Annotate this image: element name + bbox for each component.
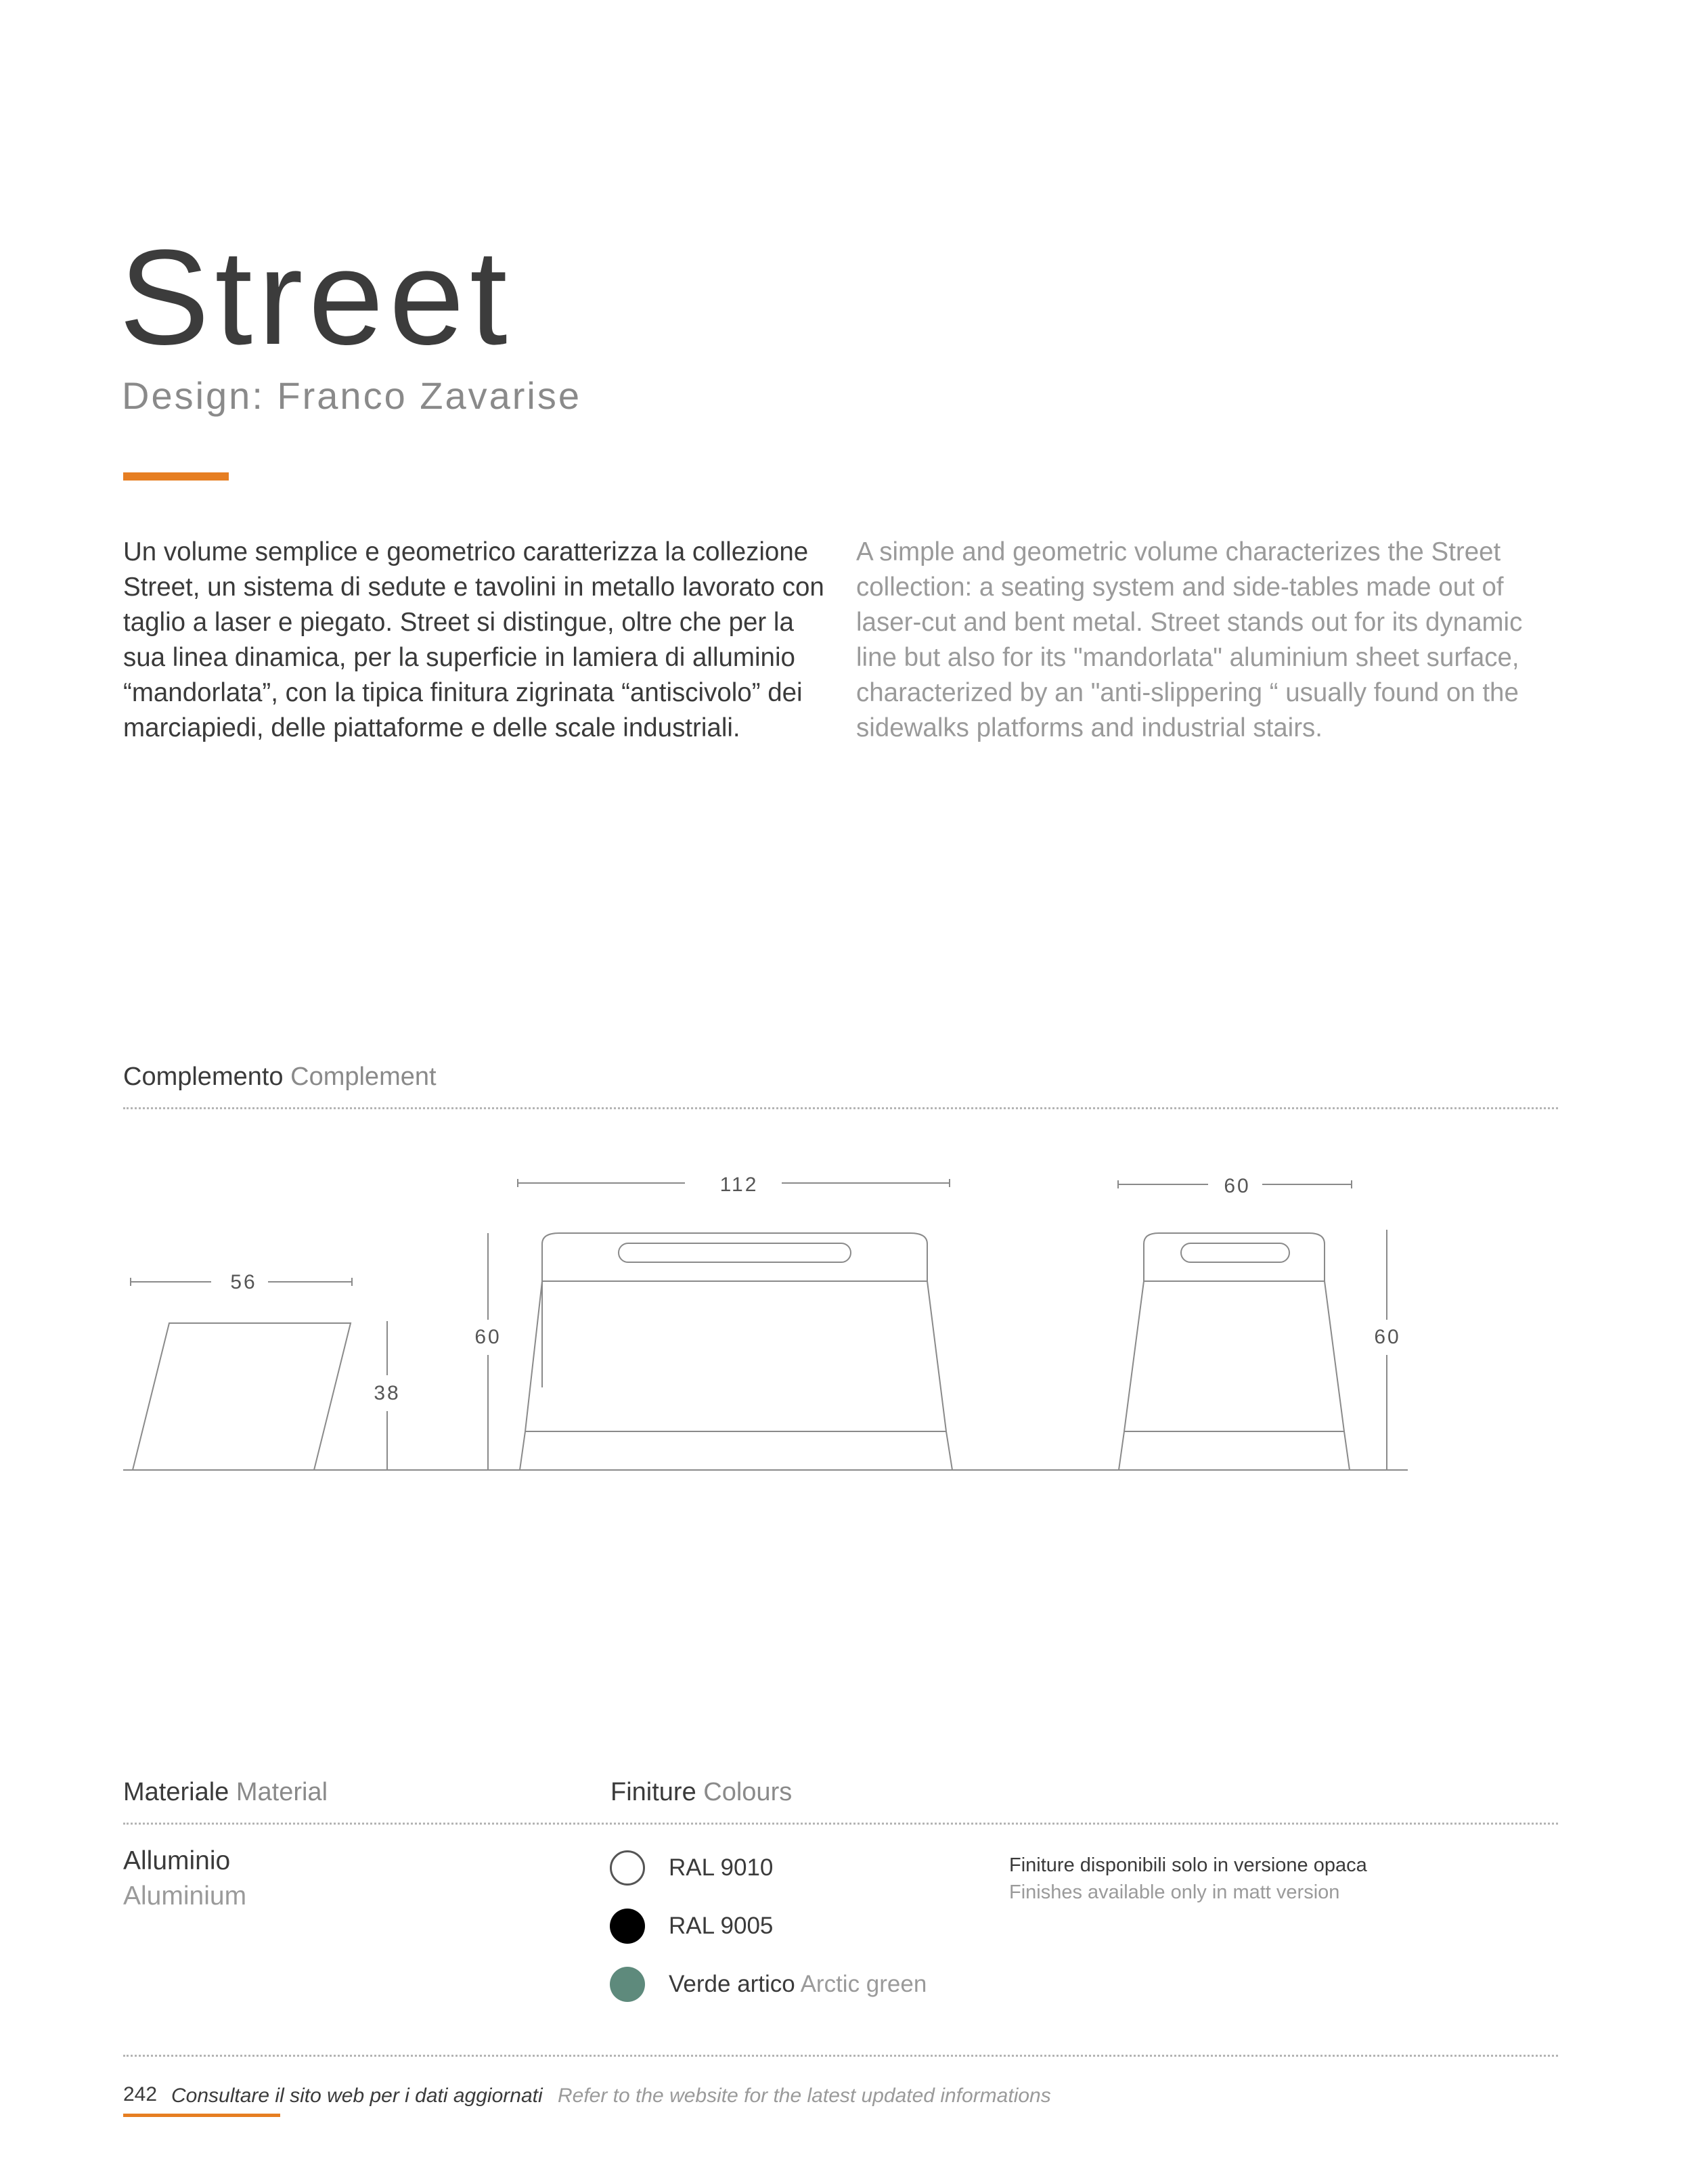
complement-heading-en: Complement xyxy=(290,1063,437,1091)
finishes-heading-it: Finiture xyxy=(610,1778,696,1806)
finishes-heading xyxy=(610,1778,792,1807)
complement-heading-it: Complemento xyxy=(123,1063,284,1091)
finish-label-ral-9005: RAL 9005 xyxy=(669,1913,774,1939)
stool-drawing xyxy=(1119,1233,1350,1470)
stool-height-label: 60 xyxy=(1374,1326,1401,1348)
description-english: A simple and geometric volume characterizes the Street collection: a seating system and side-tables made out of laser-cut and bent metal. Street stands out for its dynamic line but also for its "mandorlata" aluminium sheet surface, characterized by an "anti-slippering “ usually found on the sidewalks platforms and industrial stairs. xyxy=(856,537,1523,742)
description-italian: Un volume semplice e geometrico caratterizza la collezione Street, un sistema di sedute e tavolini in metallo lavorato con taglio a laser e piegato. Street si distingue, oltre che per la sua linea dinamica, per la superficie in lamiera di alluminio “mandorlata”, con la tipica finitura zigrinata “antiscivolo” dei marciapiedi, delle piattaforme e delle scale industriali. xyxy=(123,537,824,742)
material-value-it: Alluminio xyxy=(123,1846,231,1875)
bench-drawing xyxy=(520,1233,952,1470)
side-width-label: 56 xyxy=(230,1271,257,1293)
material-heading-it: Materiale xyxy=(123,1778,229,1806)
complement-divider xyxy=(123,1107,1558,1109)
page-title: Street xyxy=(119,222,513,373)
side-height-label: 38 xyxy=(374,1382,401,1404)
material-heading xyxy=(123,1778,328,1807)
title-accent-bar xyxy=(123,472,229,481)
side-table-drawing xyxy=(133,1323,351,1470)
material-divider xyxy=(123,1823,1558,1825)
footer-note-en: Refer to the website for the latest updated informations xyxy=(557,2085,1051,2107)
material-value-en: Aluminium xyxy=(123,1881,247,1911)
footer-note xyxy=(171,2085,1051,2108)
footer-accent-bar xyxy=(123,2114,280,2117)
bench-width-label: 112 xyxy=(719,1174,759,1196)
finish-note-it: Finiture disponibili solo in versione opaca xyxy=(1009,1854,1367,1876)
stool-width-label: 60 xyxy=(1224,1175,1251,1197)
swatch-ral-9010 xyxy=(610,1850,645,1886)
material-heading-en: Material xyxy=(236,1778,328,1806)
technical-drawings xyxy=(0,1137,1690,1502)
bench-height-label: 60 xyxy=(474,1326,502,1348)
complement-heading xyxy=(123,1063,437,1092)
page-number: 242 xyxy=(123,2083,158,2105)
finishes-heading-en: Colours xyxy=(703,1778,793,1806)
finish-note-en: Finishes available only in matt version xyxy=(1009,1881,1340,1903)
finish-label-ral-9010: RAL 9010 xyxy=(669,1854,774,1881)
finish-label-arctic-green: Verde artico Arctic green xyxy=(669,1971,927,1997)
swatch-ral-9005 xyxy=(610,1909,645,1944)
footer-divider xyxy=(123,2055,1558,2057)
footer-note-it: Consultare il sito web per i dati aggiornati xyxy=(171,2085,543,2107)
designer-credit: Design: Franco Zavarise xyxy=(122,374,582,417)
swatch-arctic-green xyxy=(610,1967,645,2002)
